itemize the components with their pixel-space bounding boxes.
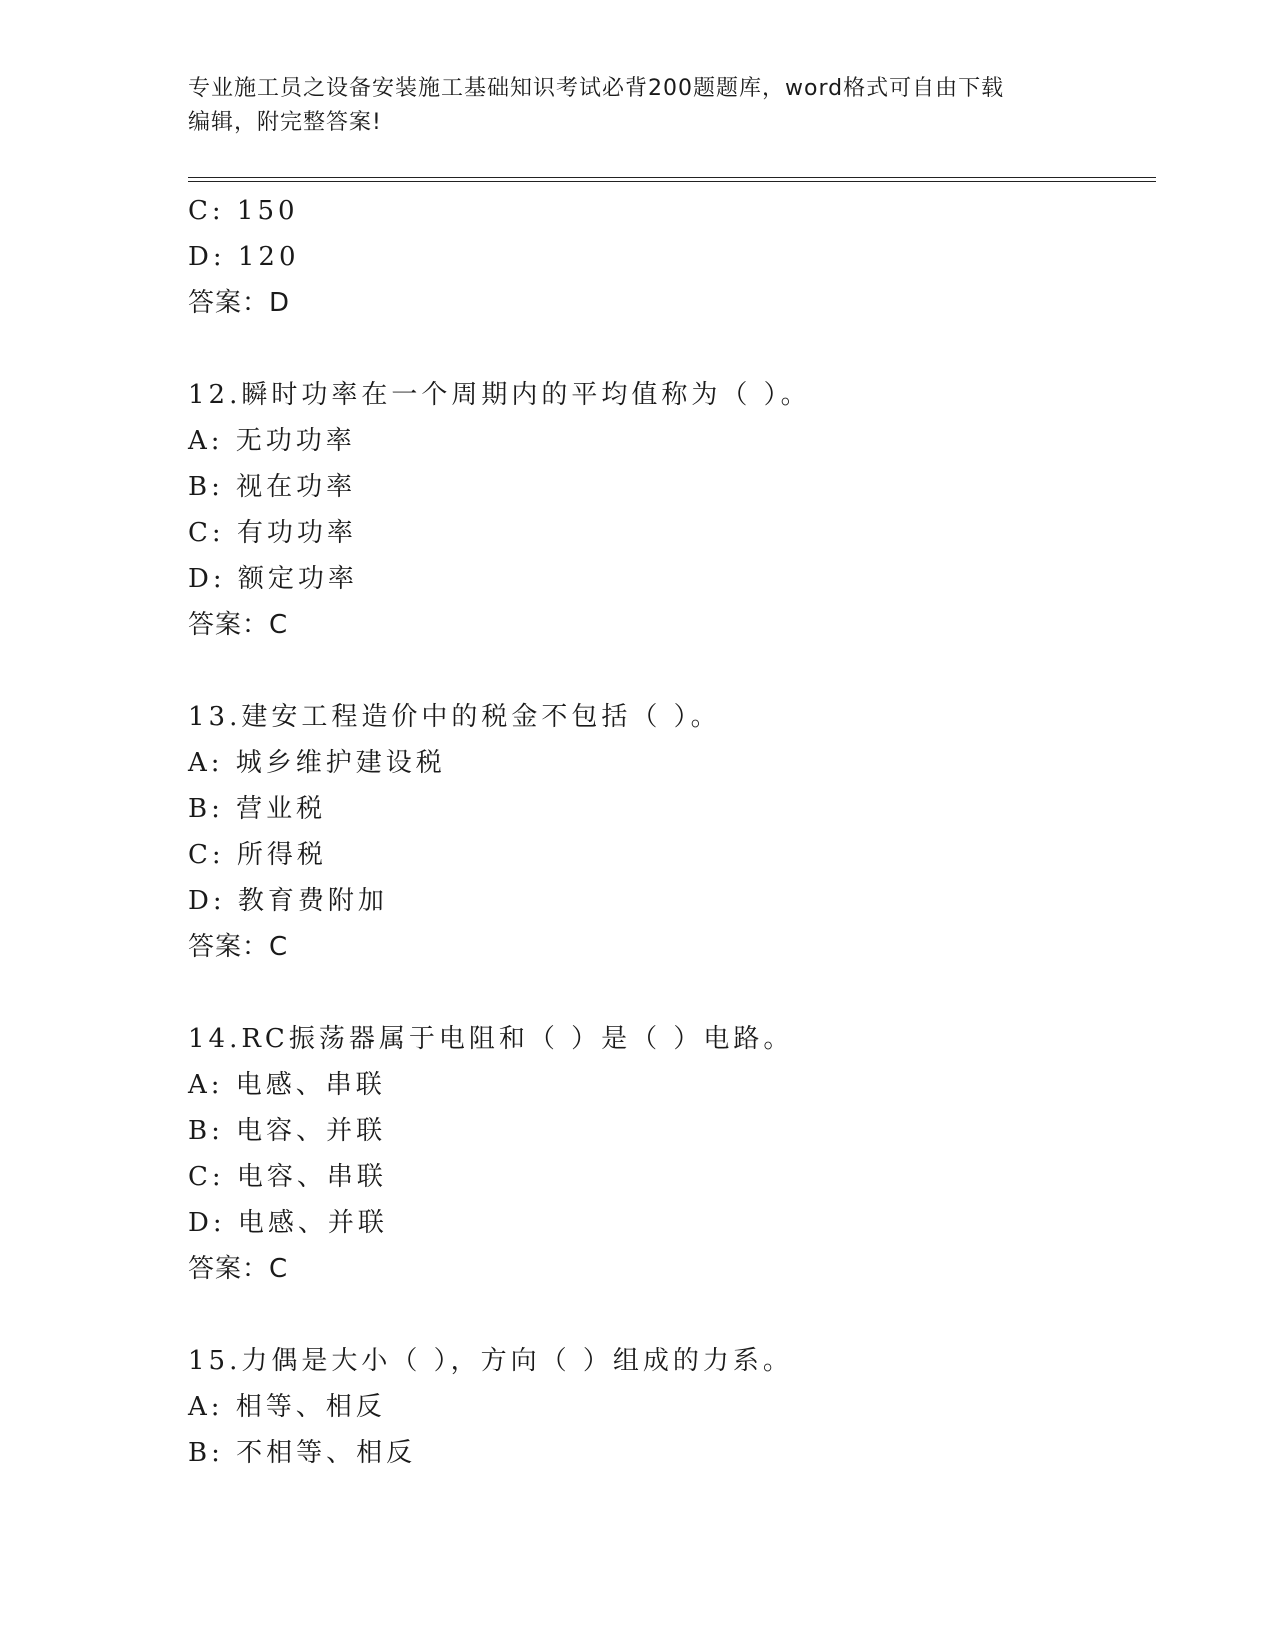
option-a: A: 城乡维护建设税 xyxy=(188,748,446,778)
option-b: B: 视在功率 xyxy=(188,472,357,502)
option-b: B: 不相等、相反 xyxy=(188,1438,417,1468)
option-c: C: 所得税 xyxy=(188,840,327,870)
option-c: C: 有功功率 xyxy=(188,518,357,548)
option-b: B: 电容、并联 xyxy=(188,1116,387,1146)
option-b: B: 营业税 xyxy=(188,794,327,824)
document-header xyxy=(188,72,1088,140)
spacer xyxy=(188,970,1148,1016)
option-d: D: 电感、并联 xyxy=(188,1208,388,1238)
header-title-line-2: 编辑，附完整答案! xyxy=(188,110,382,135)
answer-line: 答案：C xyxy=(188,932,289,962)
option-a: A: 相等、相反 xyxy=(188,1392,386,1422)
question-15 xyxy=(188,1338,1148,1476)
option-a: A: 电感、串联 xyxy=(188,1070,386,1100)
header-divider xyxy=(188,177,1156,182)
option-c: C: 电容、串联 xyxy=(188,1162,387,1192)
header-title-line-1: 专业施工员之设备安装施工基础知识考试必背200题题库，word格式可自由下载 xyxy=(188,76,1005,101)
question-fragment-11 xyxy=(188,188,1148,326)
question-14 xyxy=(188,1016,1148,1292)
question-12 xyxy=(188,372,1148,648)
question-list xyxy=(188,188,1148,1476)
question-13 xyxy=(188,694,1148,970)
answer-line: 答案：C xyxy=(188,610,289,640)
option-a: A: 无功功率 xyxy=(188,426,356,456)
question-stem: 14.RC振荡器属于电阻和（ ）是（ ）电路。 xyxy=(188,1024,794,1054)
question-stem: 13.建安工程造价中的税金不包括（ ）。 xyxy=(188,702,721,732)
option-d: D: 额定功率 xyxy=(188,564,358,594)
spacer xyxy=(188,326,1148,372)
option-c: C: 150 xyxy=(188,196,299,226)
answer-line: 答案：D xyxy=(188,288,291,318)
question-stem: 12.瞬时功率在一个周期内的平均值称为（ ）。 xyxy=(188,380,811,410)
option-d: D: 120 xyxy=(188,242,300,272)
answer-line: 答案：C xyxy=(188,1254,289,1284)
spacer xyxy=(188,648,1148,694)
question-stem: 15.力偶是大小（ ），方向（ ）组成的力系。 xyxy=(188,1346,793,1376)
option-d: D: 教育费附加 xyxy=(188,886,388,916)
spacer xyxy=(188,1292,1148,1338)
